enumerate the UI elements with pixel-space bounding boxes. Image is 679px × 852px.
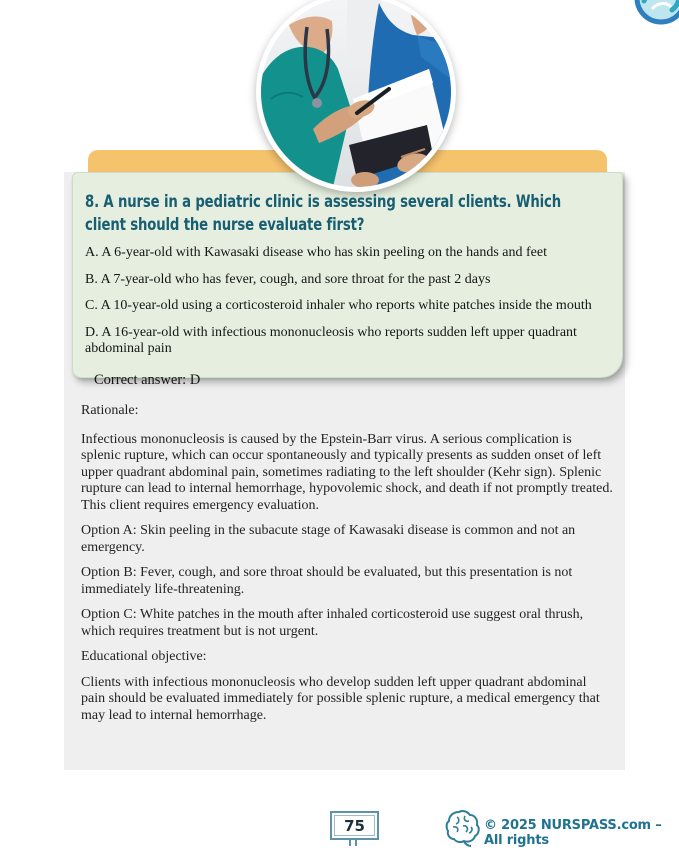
correct-answer-label: Correct answer: D (94, 371, 201, 388)
rationale-main-text: Infectious mononucleosis is caused by the Epstein-Barr virus. A serious complication is splenic rupture, which can occur spontaneously and typically presents as sudden onset of left upper quadrant abdominal pain, sometimes radiating to the left shoulder (Kehr sign). Splenic rupture can lead to internal hemorrhage, hypovolemic shock, and death if not promptly treated. This client requires emergency evaluation. (81, 431, 613, 513)
nurses-with-clipboard-photo (261, 0, 451, 187)
rationale-option-a: Option A: Skin peeling in the subacute stage of Kawasaki disease is common and not an emergency. (81, 523, 576, 555)
nurses-photo (256, 0, 456, 192)
rationale-heading: Rationale: (81, 403, 139, 418)
copyright-text: © 2025 NURSPASS.com – All rights (484, 818, 662, 848)
page-number-box (330, 811, 379, 840)
page-number: 75 (344, 816, 365, 835)
rationale-option-b: Option B: Fever, cough, and sore throat should be evaluated, but this presentation is not immediately life-threatening. (81, 565, 573, 597)
rationale-section (81, 403, 614, 733)
answer-option-a: A. A 6-year-old with Kawasaki disease who has skin peeling on the hands and feet (85, 245, 547, 260)
answer-option-d: D. A 16-year-old with infectious mononucleosis who reports sudden left upper quadrant abdominal pain (85, 325, 577, 357)
rationale-option-c: Option C: White patches in the mouth after inhaled corticosteroid use suggest oral thrush, which requires treatment but is not urgent. (81, 607, 584, 639)
educational-objective-text: Clients with infectious mononucleosis who develop sudden left upper quadrant abdominal pain should be evaluated immediately for possible splenic rupture, a medical emergency that may lead to internal hemorrhage. (81, 674, 600, 723)
question-title: 8. A nurse in a pediatric clinic is assessing several clients. Which client should the nurse evaluate first? (85, 192, 562, 235)
answer-option-c: C. A 10-year-old using a corticosteroid inhaler who reports white patches inside the mouth (85, 298, 592, 314)
answer-option-b: B. A 7-year-old who has fever, cough, and sore throat for the past 2 days (85, 271, 491, 287)
educational-objective-heading: Educational objective: (81, 649, 207, 665)
question-card (72, 172, 623, 388)
nurspass-corner-logo-icon (632, 0, 679, 32)
page-number-post (349, 840, 357, 846)
